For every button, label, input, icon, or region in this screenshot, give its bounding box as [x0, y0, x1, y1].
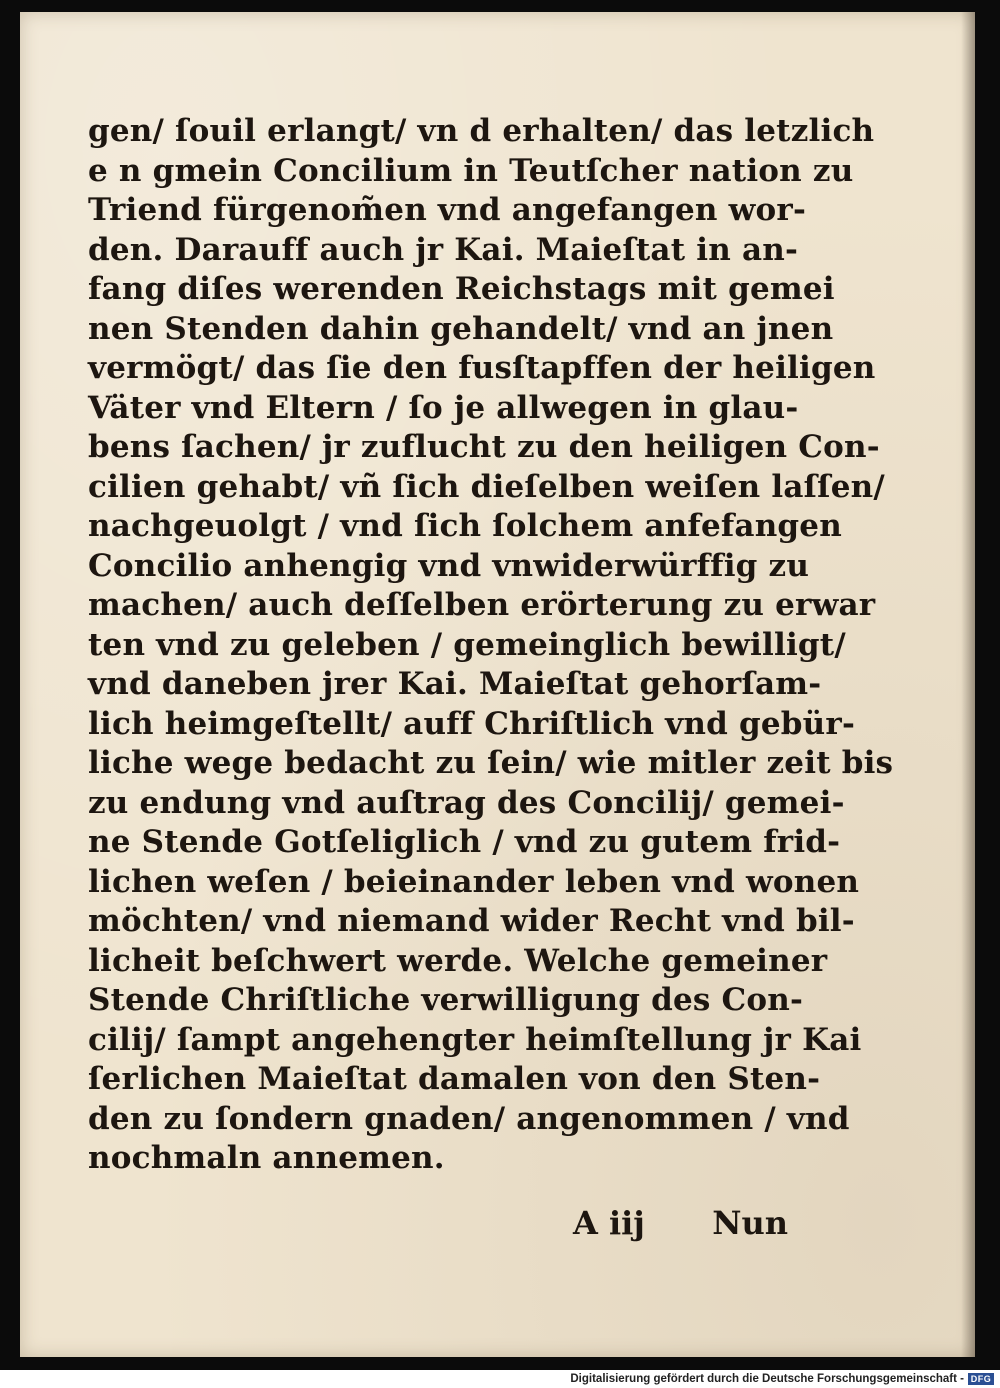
text-line: lich heimgeſtellt/ auff Chriſtlich vnd gebür-: [88, 705, 856, 742]
text-line: nachgeuolgt / vnd ſich ſolchem anfefangen: [88, 508, 842, 544]
text-line: ne Stende Gotſeliglich / vnd zu gutem frid-: [88, 824, 841, 860]
dfg-logo: DFG: [968, 1373, 994, 1385]
text-line: licheit beſchwert werde. Welche gemeiner: [88, 942, 828, 979]
text-line: zu endung vnd auſtrag des Concilij/ gemei-: [88, 784, 845, 821]
page-catchline: [88, 1204, 788, 1248]
catchword: Nun: [712, 1204, 788, 1242]
text-line: liche wege bedacht zu ſein/ wie mitler zeit bis: [88, 745, 894, 781]
text-line: Väter vnd Eltern / ſo je allwegen in glau-: [88, 389, 799, 426]
digitization-credit: Digitalisierung gefördert durch die Deutsche Forschungsgemeinschaft -: [570, 1373, 964, 1385]
text-line: möchten/ vnd niemand wider Recht vnd bil-: [88, 903, 855, 939]
text-line: vnd daneben jrer Kai. Maieſtat gehorſam-: [88, 666, 822, 702]
text-line: den. Darauff auch jr Kai. Maieſtat in an-: [88, 231, 799, 268]
page-gutter-shadow: [961, 12, 975, 1357]
text-line: nochmaln annemen.: [88, 1140, 445, 1176]
page-text-block: [88, 112, 894, 1179]
text-line: cilien gehabt/ vñ ſich dieſelben weiſen laſſen/: [88, 468, 885, 505]
text-line: machen/ auch deſſelben erörterung zu erwar: [88, 587, 876, 623]
signature-mark: A iij: [573, 1204, 645, 1242]
text-line: ſerlichen Maieſtat damalen von den Sten-: [88, 1061, 821, 1097]
text-line: gen/ ſouil erlangt/ vn d erhalten/ das letzlich: [88, 113, 875, 149]
text-line: lichen weſen / beieinander leben vnd wonen: [88, 863, 860, 900]
text-line: vermögt/ das ſie den fusſtapffen der heiligen: [88, 350, 876, 386]
text-line: den zu ſondern gnaden/ angenommen / vnd: [88, 1100, 850, 1137]
text-line: ten vnd zu geleben / gemeinglich bewilligt/: [88, 626, 846, 663]
text-line: Triend fürgenom̃en vnd angefangen wor-: [88, 192, 807, 228]
text-line: fang diſes werenden Reichstags mit gemei: [88, 271, 835, 307]
text-line: cilij/ ſampt angehengter heimſtellung jr Kai: [88, 1021, 862, 1058]
text-line: Concilio anhengig vnd vnwiderwürffig zu: [88, 547, 810, 584]
text-line: e n gmein Concilium in Teutſcher nation zu: [88, 152, 854, 189]
text-line: nen Stenden dahin gehandelt/ vnd an jnen: [88, 310, 834, 347]
text-line: bens ſachen/ jr zuflucht zu den heiligen Con-: [88, 429, 880, 465]
text-line: Stende Chriſtliche verwilligung des Con-: [88, 982, 804, 1018]
